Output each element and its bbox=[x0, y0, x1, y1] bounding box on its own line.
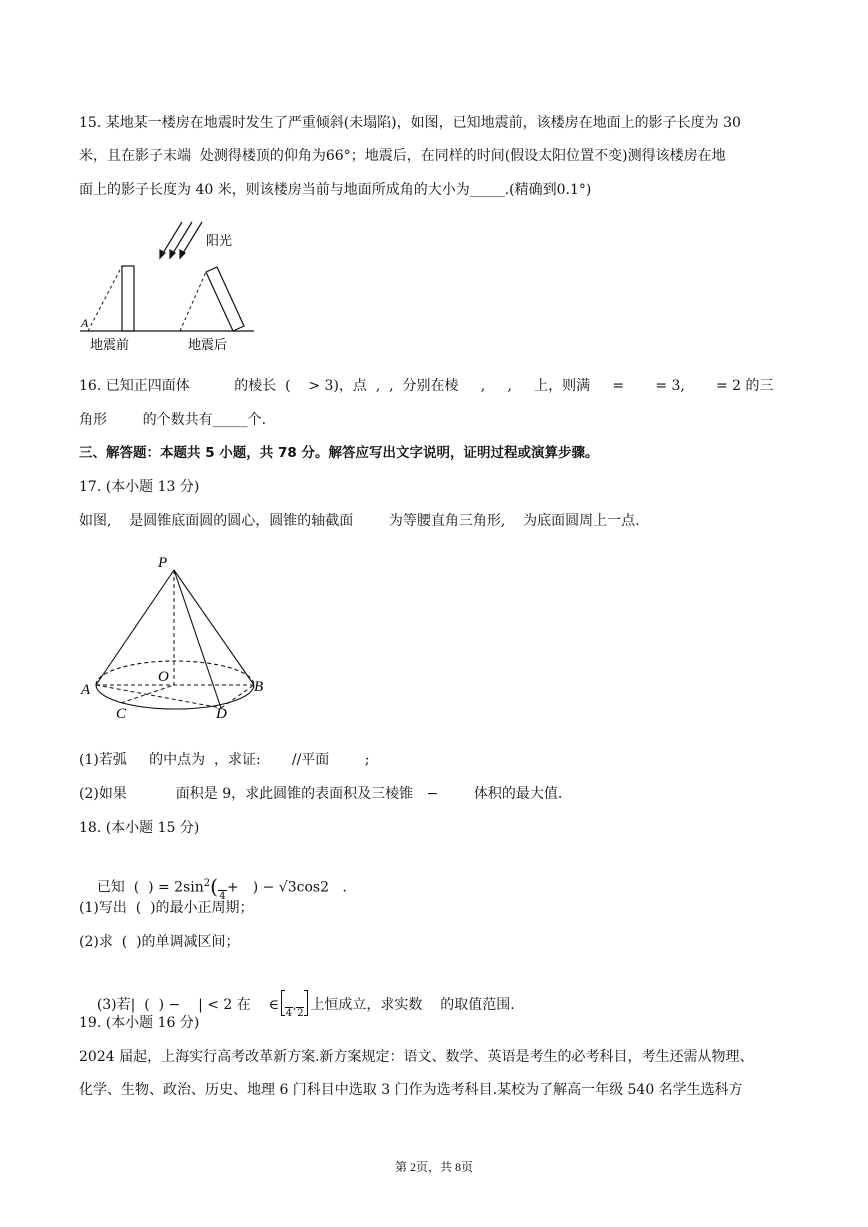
q15-line-2: 米，且在影子末端 处测得楼顶的仰角为66°；地震后，在同样的时间(假设太阳位置不变)测得该楼房在地 bbox=[79, 148, 726, 164]
q18-f-plus: + bbox=[226, 879, 239, 896]
q15-line-3: 面上的影子长度为 40 米，则该楼房当前与地面所成角的大小为_____.(精确到0.1°) bbox=[79, 182, 592, 198]
q18-f-suffix: ) − √3cos2 . bbox=[252, 879, 347, 896]
cone-diagram bbox=[78, 550, 278, 725]
q18-f-prefix: 已知 ( ) = 2sin bbox=[96, 879, 204, 896]
interval-upper-denominator: 2 bbox=[297, 1008, 304, 1019]
label-o: O bbox=[158, 669, 169, 685]
interval-lower-denominator: 4 bbox=[285, 1008, 293, 1019]
q17-cone-figure bbox=[78, 550, 278, 725]
label-p: P bbox=[158, 555, 168, 571]
interval-upper-fraction bbox=[296, 997, 304, 1019]
label-a: A bbox=[81, 682, 91, 698]
q18-f-exponent: 2 bbox=[203, 878, 211, 889]
cone-base-back bbox=[96, 661, 254, 685]
q18-open-paren: ( bbox=[210, 874, 218, 899]
chord-ad bbox=[96, 685, 221, 708]
sunlight-label: 阳光 bbox=[206, 233, 233, 248]
after-quake-label: 地震后 bbox=[188, 337, 228, 352]
q18-frac-top bbox=[218, 880, 227, 891]
q16-line-2: 角形 的个数共有_____个. bbox=[79, 412, 267, 428]
label-c: C bbox=[116, 706, 127, 722]
edge-pd bbox=[174, 570, 221, 708]
chord-db bbox=[221, 685, 254, 708]
q16-line-1: 16. 已知正四面体 的棱长 ( > 3)，点 , , 分别在棱 , , 上，则满 = = 3, = 2 的三 bbox=[79, 378, 774, 394]
q19-header: 19. (本小题 16 分) bbox=[79, 1015, 200, 1031]
earthquake-diagram bbox=[76, 214, 266, 356]
page-footer: 第 2页，共 8页 bbox=[394, 1160, 473, 1174]
building-before bbox=[122, 266, 134, 331]
q19-line-2: 化学、生物、政治、历史、地理 6 门科目中选取 3 门作为选考科目.某校为了解高一年级 540 名学生选科方 bbox=[79, 1082, 743, 1098]
shadow-ray-before bbox=[88, 266, 122, 331]
sunlight-arrows bbox=[160, 222, 202, 258]
q15-earthquake-figure bbox=[76, 214, 266, 356]
label-b: B bbox=[254, 679, 264, 695]
q17-header: 17. (本小题 13 分) bbox=[79, 479, 200, 495]
q18-header: 18. (本小题 15 分) bbox=[79, 820, 200, 836]
building-after-tilted bbox=[206, 267, 244, 331]
q18-frac-bottom: 4 bbox=[219, 890, 226, 902]
before-quake-label: 地震前 bbox=[90, 337, 130, 352]
q15-line-1: 15. 某地某一楼房在地震时发生了严重倾斜(未塌陷)，如图，已知地震前，该楼房在地面上的影子长度为 30 bbox=[79, 115, 741, 131]
edge-pb bbox=[174, 570, 254, 685]
q18-part-2: (2)求 ( )的单调减区间； bbox=[79, 934, 240, 950]
q17-stem: 如图, 是圆锥底面圆的圆心，圆锥的轴截面 为等腰直角三角形, 为底面圆周上一点. bbox=[79, 513, 640, 529]
interval-lower-fraction bbox=[285, 997, 293, 1019]
q18-part-3-b: 上恒成立，求实数 的取值范围. bbox=[310, 997, 515, 1013]
q17-part-2: (2)如果 面积是 9，求此圆锥的表面积及三棱锥 − 体积的最大值. bbox=[79, 786, 563, 802]
q18-part-3-a: (3)若| ( ) − | < 2 在 ∈ bbox=[96, 997, 279, 1013]
q19-line-1: 2024 届起，上海实行高考改革新方案.新方案规定：语文、数学、英语是考生的必考科目，考生还需从物理、 bbox=[79, 1049, 754, 1065]
point-a-label: A bbox=[81, 316, 89, 330]
edge-pa bbox=[96, 570, 174, 685]
label-d: D bbox=[216, 706, 227, 722]
section-3-heading: 三、解答题：本题共 5 小题，共 78 分。解答应写出文字说明，证明过程或演算步骤。 bbox=[79, 445, 599, 461]
q17-part-1: (1)若弧 的中点为 ，求证: //平面 ; bbox=[79, 752, 370, 768]
shadow-ray-after bbox=[180, 272, 206, 331]
q18-part-1: (1)写出 ( )的最小正周期； bbox=[79, 900, 254, 916]
interval-right-bracket bbox=[304, 990, 308, 1016]
q18-part-3: (3)若| ( ) − | < 2 在 ∈ 4 , 2 上恒成立，求实数 的取值范围. bbox=[79, 970, 515, 1039]
